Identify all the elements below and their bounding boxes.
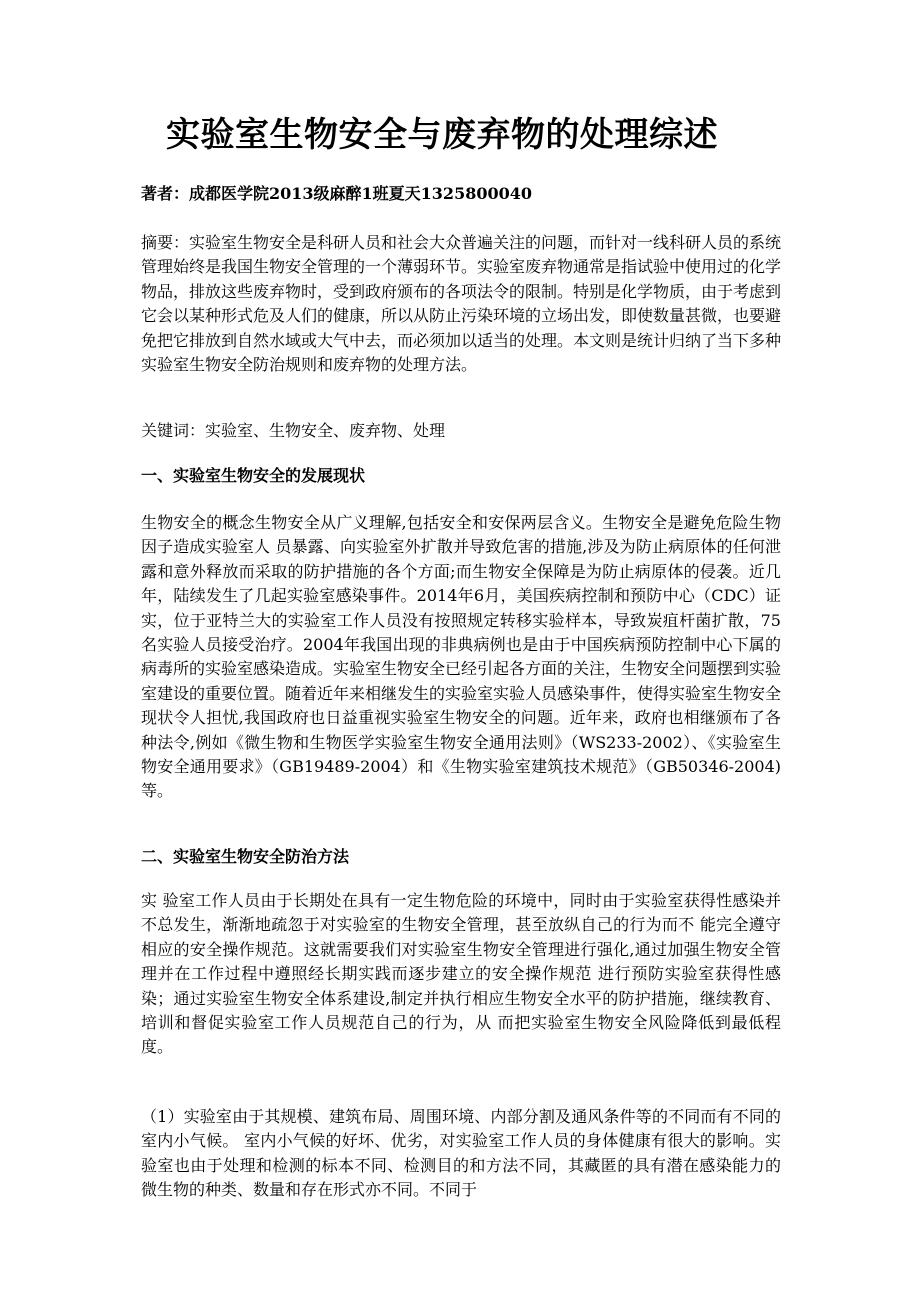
section1-paragraph: 生物安全的概念生物安全从广义理解,包括安全和安保两层含义。生物安全是避免危险生物因子造成实验室人 员暴露、向实验室外扩散并导致危害的措施,涉及为防止病原体的任何泄露和意外释放而采取的防护措施的各个方面;而生物安全保障是为防止病原体的侵袭。近几年，陆续发生了几起实验室感染事件。2014年6月，美国疾病控制和预防中心（CDC）证实，位于亚特兰大的实验室工作人员没有按照规定转移实验样本，导致炭疽杆菌扩散，75名实验人员接受治疗。2004年我国出现的非典病例也是由于中国疾病预防控制中心下属的病毒所的实验室感染造成。实验室生物安全已经引起各方面的关注，生物安全问题摆到实验室建设的重要位置。随着近年来相继发生的实验室实验人员感染事件，使得实验室生物安全现状令人担忧,我国政府也日益重视实验室生物安全的问题。近年来，政府也相继颁布了各种法令,例如《微生物和生物医学实验室生物安全通用法则》（WS233-2002）、《实验室生物安全通用要求》（GB19489-2004）和《生物实验室建筑技术规范》（GB50346-2004)等。 xyxy=(141,513,782,801)
section-heading-2: 二、实验室生物安全防治方法 xyxy=(141,847,350,866)
section2-paragraph-1: 实 验室工作人员由于长期处在具有一定生物危险的环境中，同时由于实验室获得性感染并不总发生，渐渐地疏忽于对实验室的生物安全管理，甚至放纵自己的行为而不 能完全遵守相应的安全操作规范。这就需要我们对实验室生物安全管理进行强化,通过加强生物安全管理并在工作过程中遵照经长期实践而逐步建立的安全操作规范 进行预防实验室获得性感染；通过实验室生物安全体系建设,制定并执行相应生物安全水平的防护措施，继续教育、培训和督促实验室工作人员规范自己的行为，从 而把实验室生物安全风险降低到最低程度。 xyxy=(141,891,781,1057)
abstract-paragraph: 摘要：实验室生物安全是科研人员和社会大众普遍关注的问题，而针对一线科研人员的系统管理始终是我国生物安全管理的一个薄弱环节。实验室废弃物通常是指试验中使用过的化学物品，排放这些废弃物时，受到政府颁布的各项法令的限制。特别是化学物质，由于考虑到它会以某种形式危及人们的健康，所以从防止污染环境的立场出发，即使数量甚微，也要避免把它排放到自然水域或大气中去，而必须加以适当的处理。本文则是统计归纳了当下多种实验室生物安全防治规则和废弃物的处理方法。 xyxy=(141,233,782,375)
document-title: 实验室生物安全与废弃物的处理综述 xyxy=(166,115,718,155)
keywords-line: 关键词：实验室、生物安全、废弃物、处理 xyxy=(141,421,446,440)
section2-paragraph-2: （1）实验室由于其规模、建筑布局、周围环境、内部分割及通风条件等的不同而有不同的室内小气候。 室内小气候的好坏、优劣，对实验室工作人员的身体健康有很大的影响。实验室也由于处理和检测的标本不同、检测目的和方法不同，其藏匿的具有潜在感染能力的 微生物的种类、数量和存在形式亦不同。不同于 xyxy=(141,1107,781,1200)
section-heading-1: 一、实验室生物安全的发展现状 xyxy=(141,466,366,485)
author-line: 著者：成都医学院2013级麻醉1班夏天1325800040 xyxy=(141,184,532,203)
